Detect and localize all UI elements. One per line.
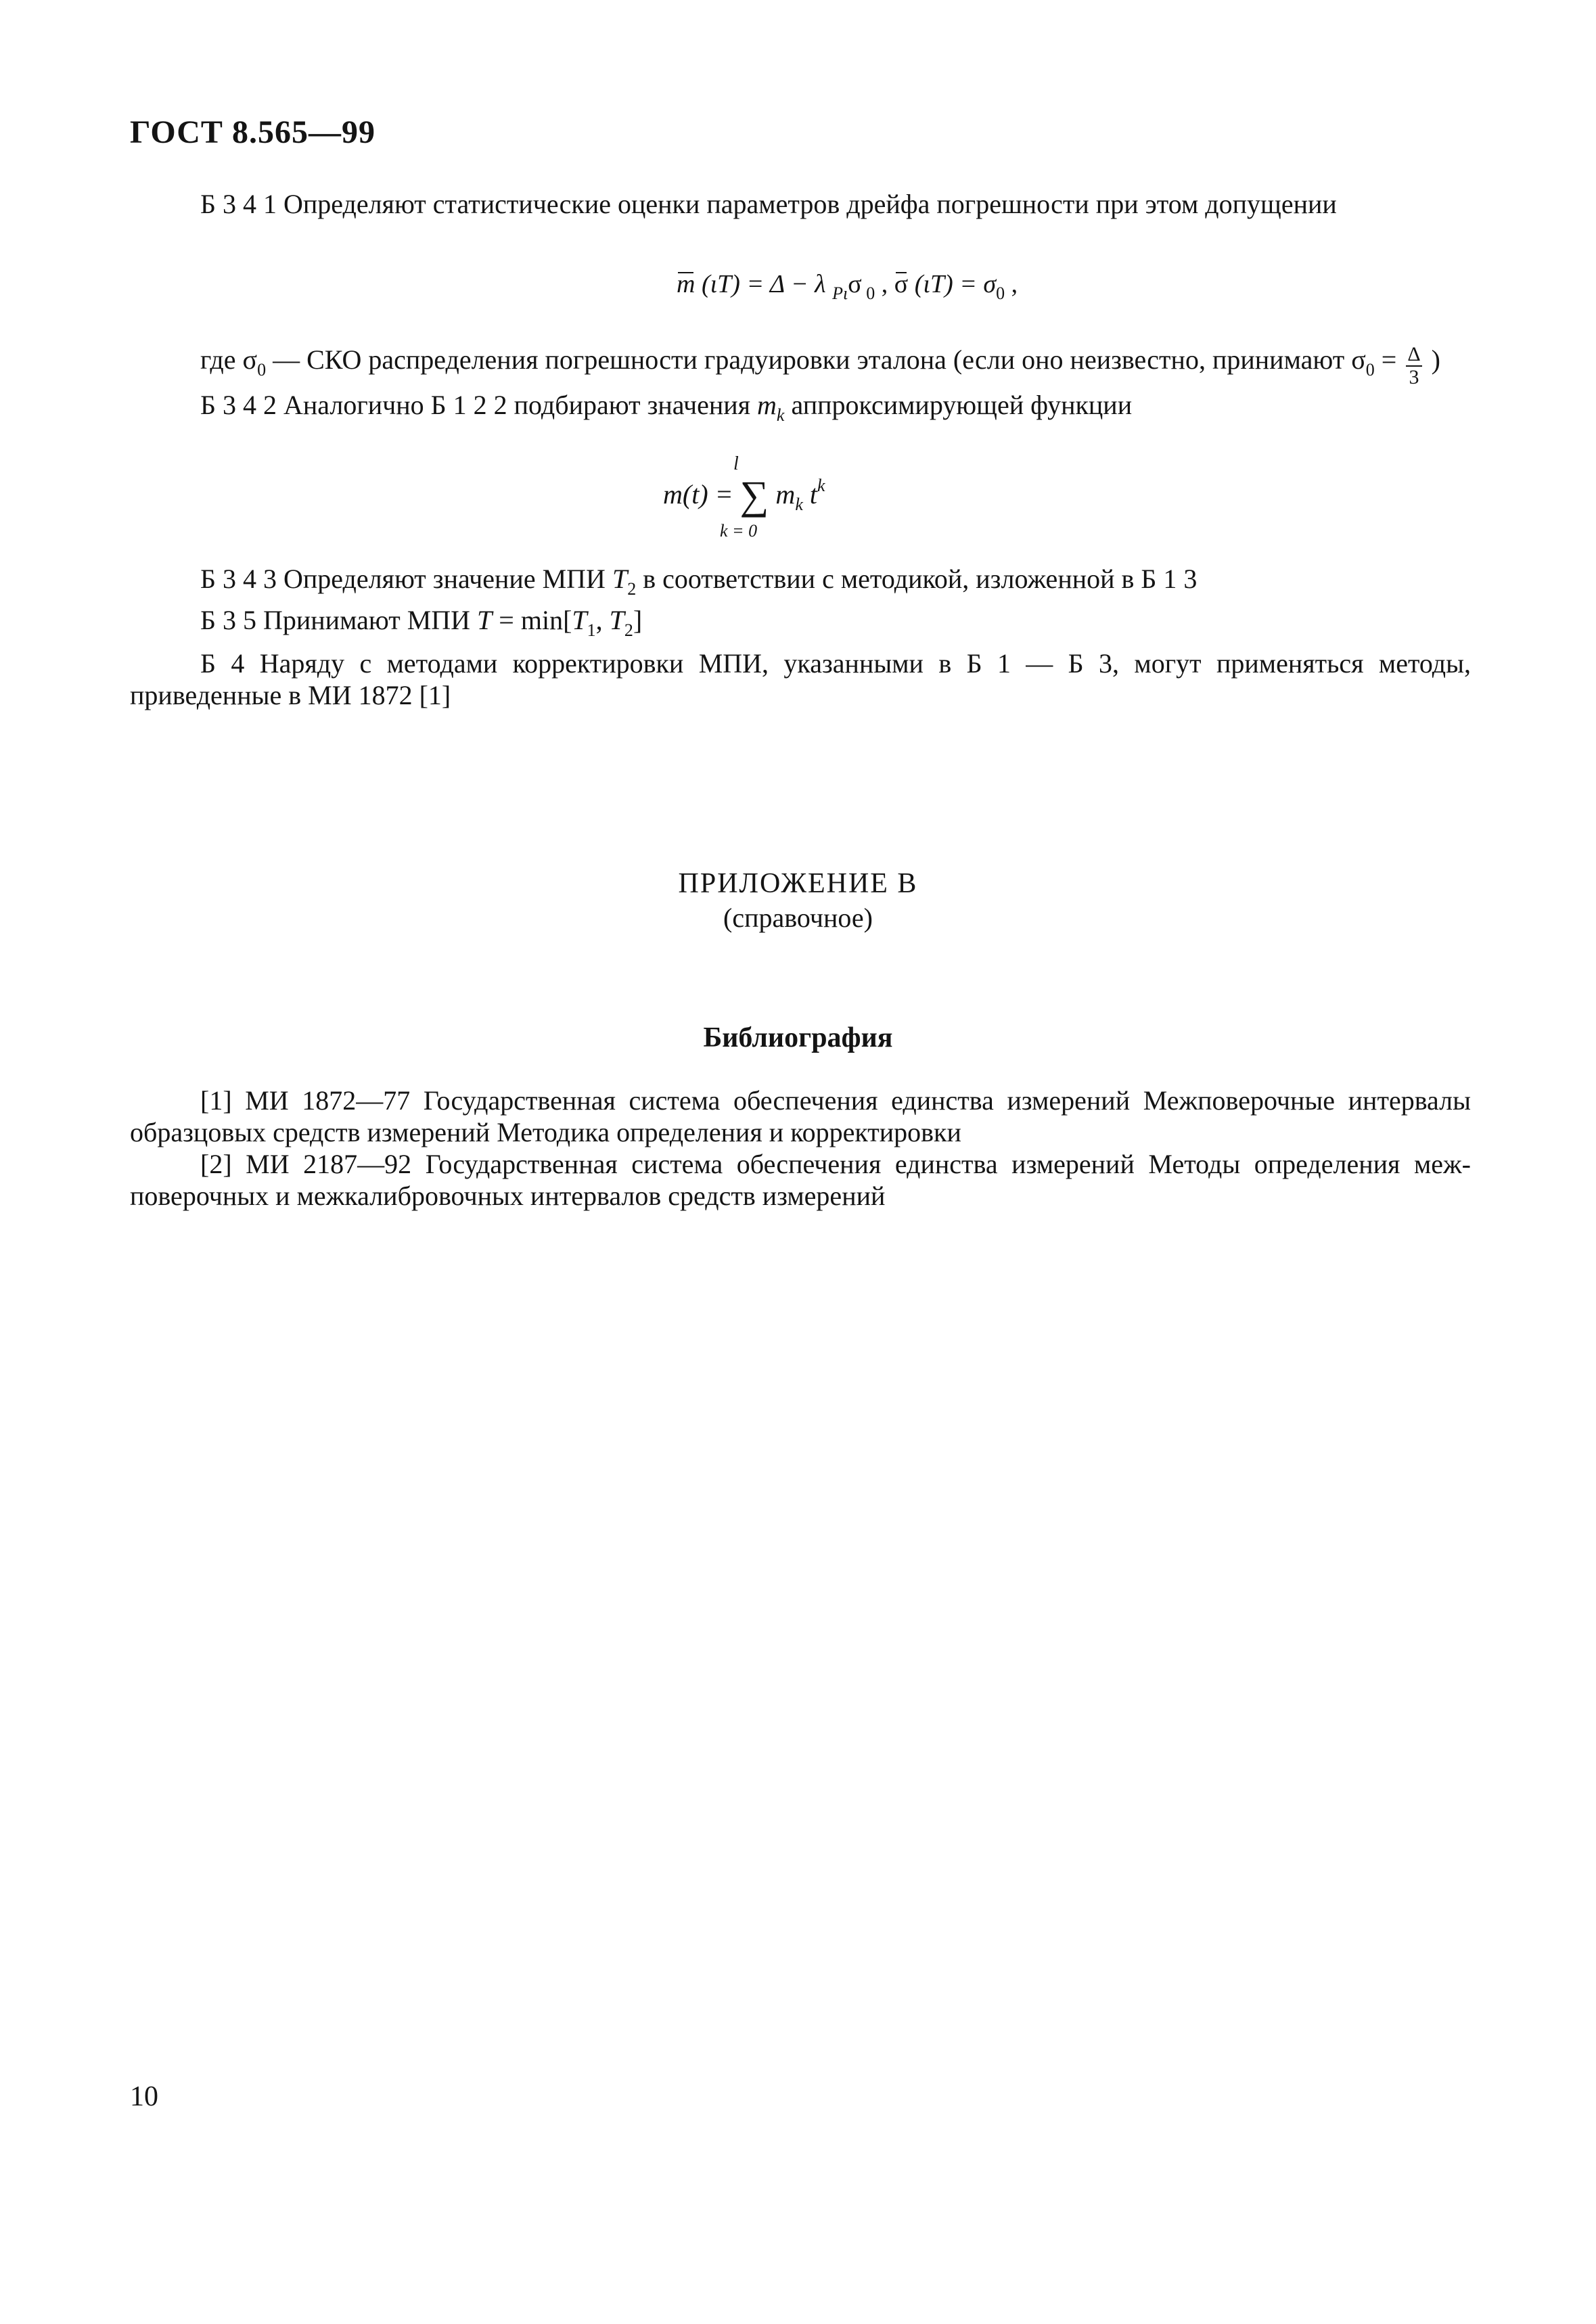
where-eq: = xyxy=(1374,344,1404,375)
bibliography-item-1-line2: образцовых средств измерений Методика определения и корректировки xyxy=(130,1117,961,1147)
sum-main-line xyxy=(663,472,825,519)
formula-sub-zero-b: 0 xyxy=(996,283,1005,303)
m-bar-symbol: m xyxy=(677,270,696,298)
sum-upper-limit: l xyxy=(733,453,739,474)
delta-over-3-fraction xyxy=(1406,344,1421,388)
bibliography-item-2-line2: поверочных и межкалибровочных интервалов средств измерений xyxy=(130,1181,886,1211)
formula-sep: , xyxy=(875,270,894,298)
section-b4-line2: приведенные в МИ 1872 [1] xyxy=(130,680,451,710)
b343-sub: 2 xyxy=(627,579,637,599)
sum-t: t xyxy=(802,479,817,509)
sum-lhs: m(t) = xyxy=(663,479,740,509)
formula-sub-i: ι xyxy=(843,283,848,303)
fraction-denominator: 3 xyxy=(1409,366,1419,388)
b35-var1: T xyxy=(572,605,587,635)
page-number: 10 xyxy=(130,2081,158,2112)
appendix-title: ПРИЛОЖЕНИЕ В xyxy=(678,868,918,899)
b342-var: m xyxy=(757,390,777,420)
fraction-numerator: Δ xyxy=(1407,343,1421,365)
where-close: ) xyxy=(1424,344,1440,375)
where-sigma-line xyxy=(200,344,1440,388)
b35-var: T xyxy=(477,605,493,635)
b342-sub: k xyxy=(776,405,785,425)
bibliography-item-1-line1: [1] МИ 1872—77 Государственная система обеспечения единства измерений Межповерочные интервалы xyxy=(200,1085,1471,1116)
b35-close: ] xyxy=(633,605,643,635)
b35-var2: T xyxy=(609,605,624,635)
formula-approximating-function xyxy=(663,453,920,548)
sigma-symbol: ∑ xyxy=(739,473,769,518)
where-text: где σ xyxy=(200,344,258,375)
where-sub: 0 xyxy=(257,360,267,380)
b342-after: аппроксимирующей функции xyxy=(784,390,1133,420)
b343-after: в соответствии с методикой, изложенной в Б 1 3 xyxy=(636,564,1198,594)
where-sub2: 0 xyxy=(1365,360,1375,380)
b35-sub2: 2 xyxy=(624,620,633,640)
section-b342 xyxy=(200,389,1132,426)
bibliography-title: Библиография xyxy=(703,1022,893,1053)
sum-exponent: k xyxy=(817,476,825,495)
b343-before: Б 3 4 3 Определяют значение МПИ xyxy=(200,564,612,594)
formula-arg1: (ιT) = Δ − λ xyxy=(695,270,833,298)
where-rest: — СКО распределения погрешности градуировки эталона (если оно неизвестно, принимают σ xyxy=(266,344,1366,375)
formula-drift-estimates xyxy=(677,269,1018,304)
section-b341: Б 3 4 1 Определяют статистические оценки параметров дрейфа погрешности при этом допущении xyxy=(200,189,1337,219)
formula-end: , xyxy=(1005,270,1018,298)
b342-before: Б 3 4 2 Аналогично Б 1 2 2 подбирают значения xyxy=(200,390,758,420)
formula-sigma-a: σ xyxy=(848,270,862,298)
appendix-subtitle: (справочное) xyxy=(723,903,873,933)
section-b343 xyxy=(200,563,1197,599)
formula-sub-p: P xyxy=(832,283,844,303)
document-header: ГОСТ 8.565—99 xyxy=(130,114,375,150)
section-b35 xyxy=(200,604,642,641)
sum-lower-limit: k = 0 xyxy=(720,521,758,541)
b35-before: Б 3 5 Принимают МПИ xyxy=(200,605,478,635)
sum-term: m xyxy=(769,479,796,509)
sum-term-sub: k xyxy=(795,495,803,514)
b35-mid: = min[ xyxy=(492,605,572,635)
formula-arg2: (ιT) = σ xyxy=(908,270,997,298)
section-b4-line1: Б 4 Наряду с методами корректировки МПИ, указанными в Б 1 — Б 3, могут применяться методы, xyxy=(200,648,1471,679)
formula-sub-zero-a: 0 xyxy=(861,283,875,303)
b343-var: T xyxy=(612,564,628,594)
sigma-bar-symbol: σ xyxy=(894,270,909,298)
b35-sub1: 1 xyxy=(587,620,596,640)
bibliography-item-2-line1: [2] МИ 2187—92 Государственная система обеспечения единства измерений Методы определения меж- xyxy=(200,1149,1471,1179)
b35-comma: , xyxy=(595,605,610,635)
